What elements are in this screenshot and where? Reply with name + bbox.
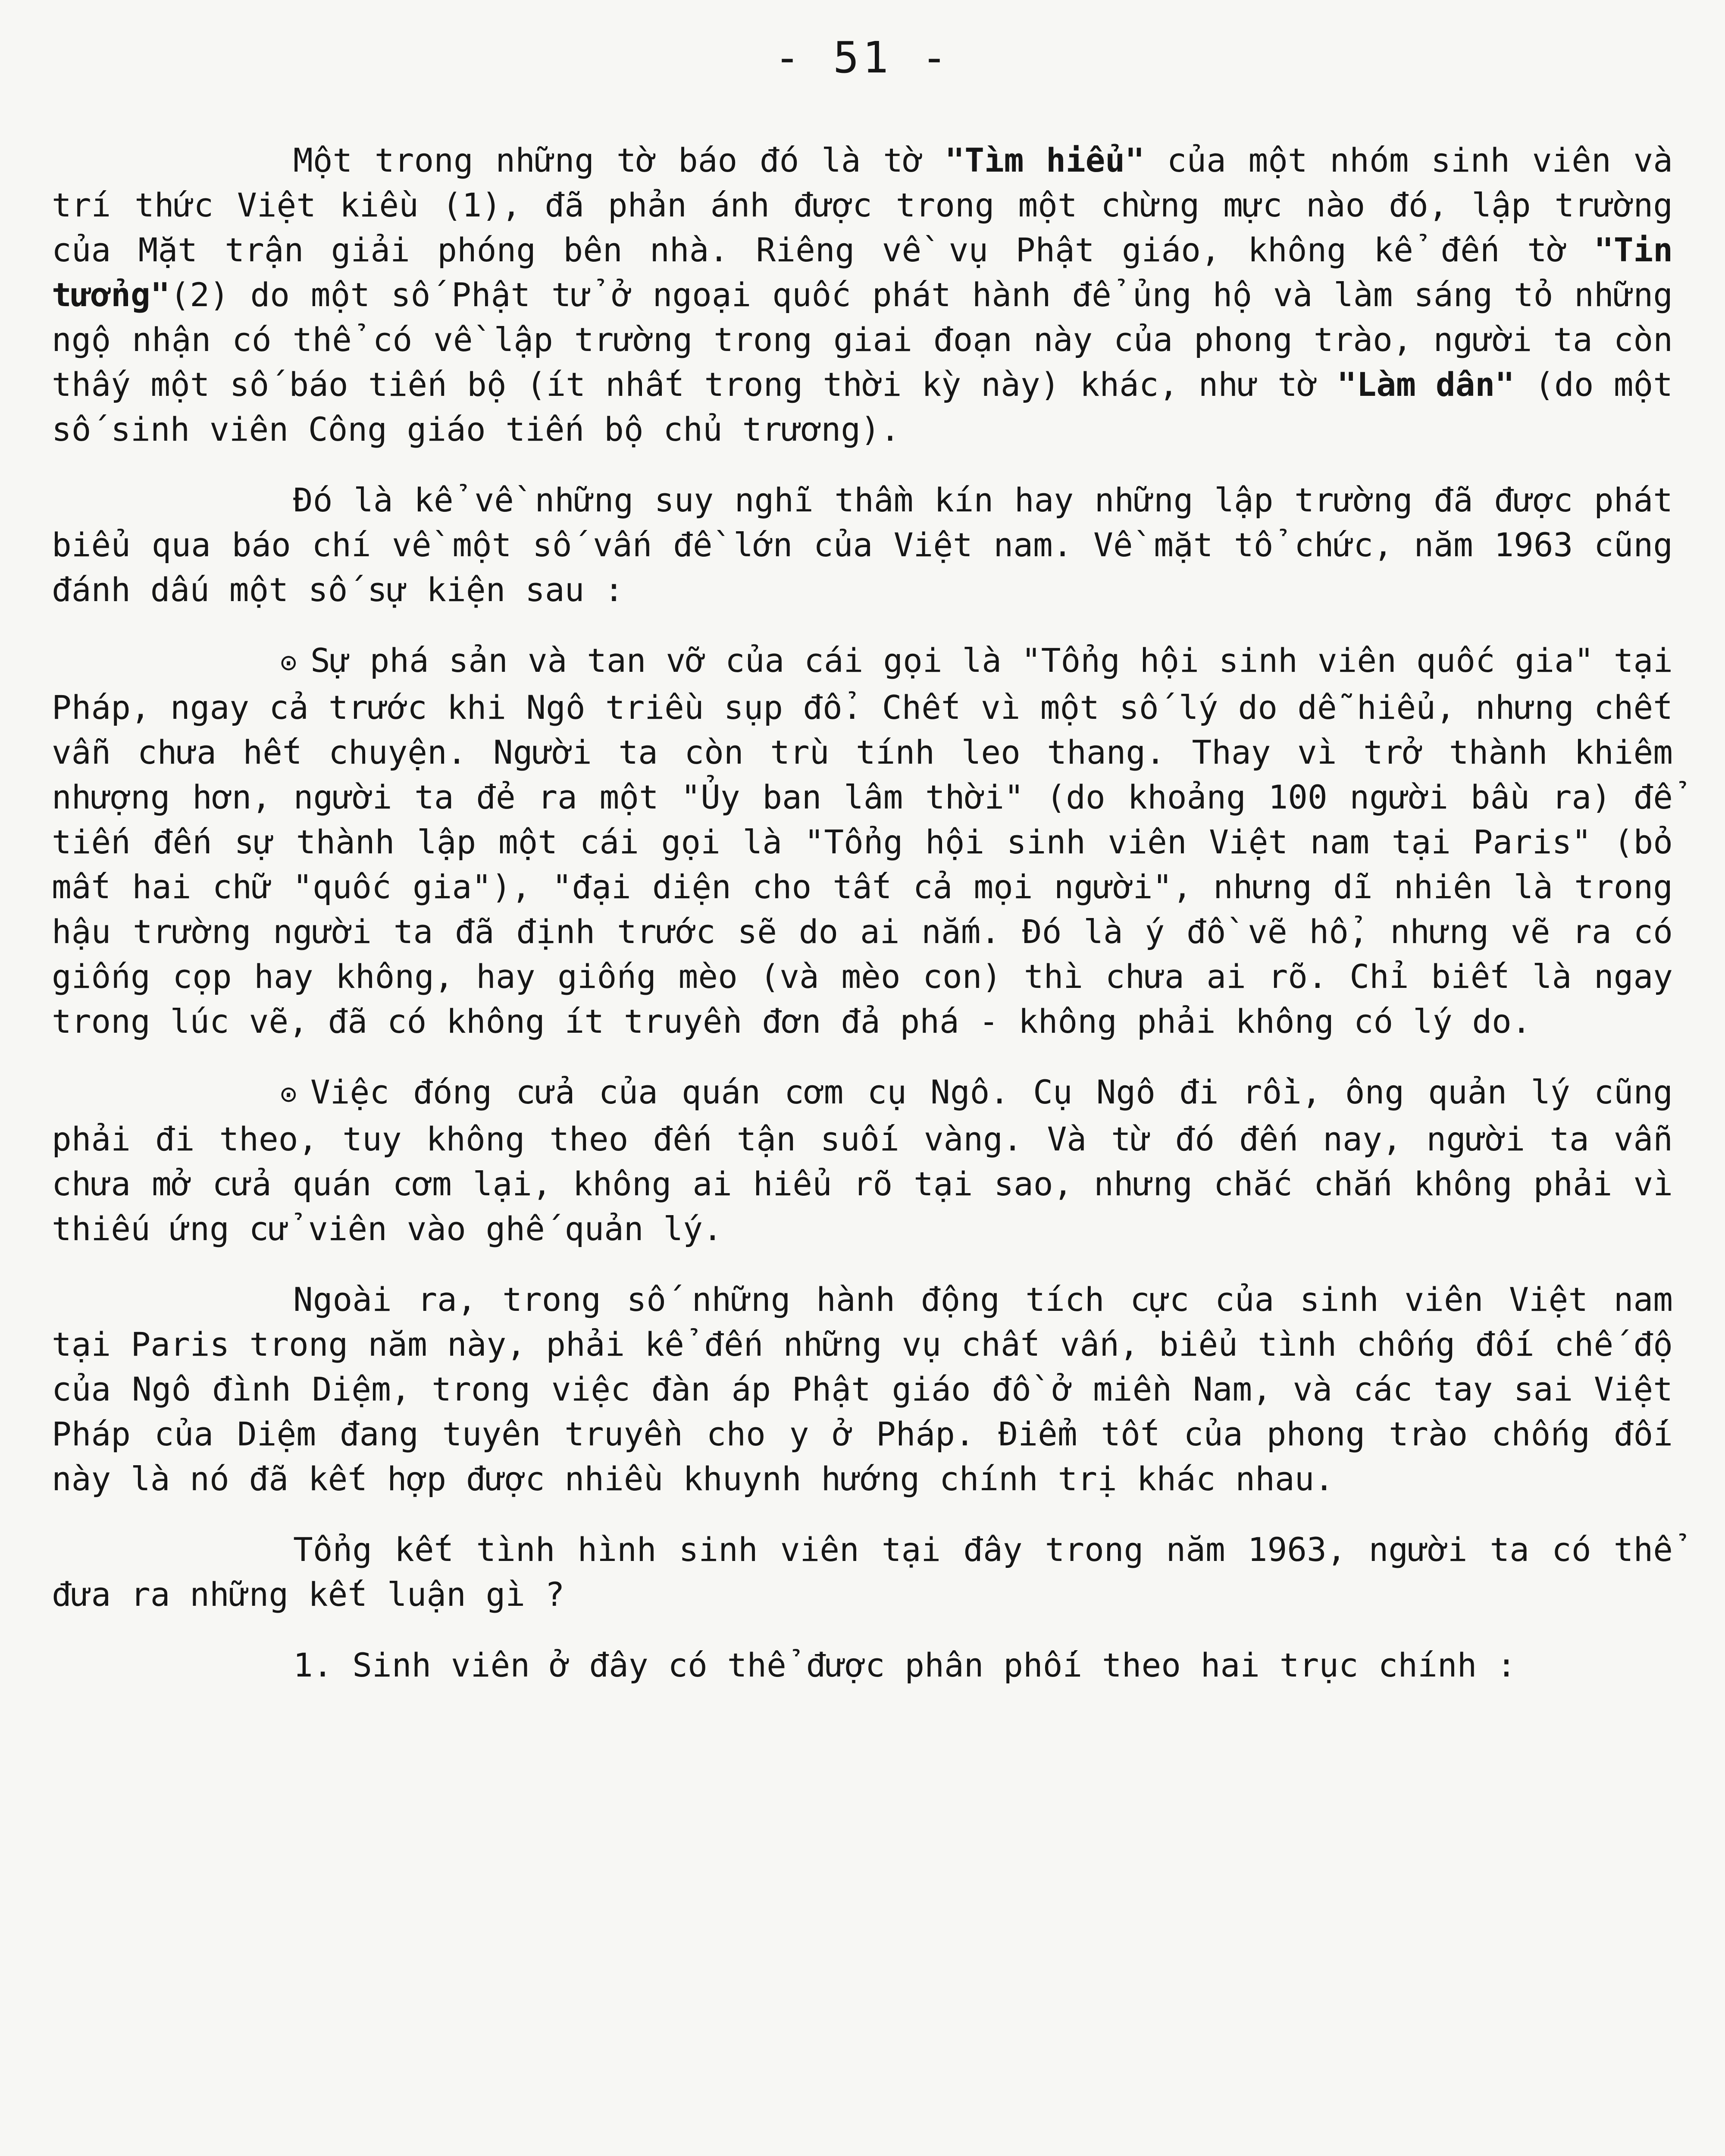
- bullet-paragraph-student-association: [52, 638, 1673, 1044]
- paragraph-text: (do một số sinh viên Công giáo tiến bộ chủ trương).: [52, 365, 1673, 448]
- paragraph-text: (2) do một số Phật tử ở ngoại quốc phát hành để ủng hộ và làm sáng tỏ những ngộ nhận có thể có về lập trường trong giai đoạn này của phong trào, người ta còn thấy một số báo tiến bộ (ít nhất trong thời kỳ này) khác, như tờ: [52, 276, 1673, 404]
- bullet-icon: ⊙: [280, 1078, 297, 1110]
- bullet-paragraph-restaurant: [52, 1070, 1673, 1251]
- paragraph-text: Việc đóng cửa của quán cơm cụ Ngô. Cụ Ngô đi rồi, ông quản lý cũng phải đi theo, tuy không theo đến tận suối vàng. Và từ đó đến nay, người ta vẫn chưa mở cửa quán cơm lại, không ai hiểu rõ tại sao, nhưng chắc chắn không phải vì thiếu ứng cử viên vào ghế quản lý.: [52, 1073, 1673, 1248]
- paragraph-text: của một nhóm sinh viên và trí thức Việt kiều (1), đã phản ánh được trong một chừng mực nào đó, lập trường của Mặt trận giải phóng bên nhà. Riêng về vụ Phật giáo, không kể đến tờ: [52, 141, 1673, 269]
- numbered-item-1: 1. Sinh viên ở đây có thể được phân phối theo hai trục chính :: [293, 1646, 1516, 1684]
- page-number: - 51 -: [774, 32, 951, 83]
- newspaper-title-lam-dan: "Làm dân": [1337, 365, 1515, 404]
- paragraph-text: Một trong những tờ báo đó là tờ: [293, 141, 945, 179]
- paragraph-summary-question: Tổng kết tình hình sinh viên tại đây trong năm 1963, người ta có thể đưa ra những kết luận gì ?: [52, 1530, 1673, 1614]
- newspaper-title-tim-hieu: "Tìm hiểu": [945, 141, 1145, 179]
- newspaper-title-tin-tuong: "Tin tưởng": [52, 231, 1673, 314]
- bullet-icon: ⊙: [280, 647, 297, 679]
- paragraph-student-actions: Ngoài ra, trong số những hành động tích cực của sinh viên Việt nam tại Paris trong năm này, phải kể đến những vụ chất vấn, biểu tình chống đối chế độ của Ngô đình Diệm, trong việc đàn áp Phật giáo đồ ở miền Nam, và các tay sai Việt Pháp của Diệm đang tuyên truyền cho y ở Pháp. Điểm tốt của phong trào chống đối này là nó đã kết hợp được nhiều khuynh hướng chính trị khác nhau.: [52, 1280, 1673, 1498]
- body-text: [52, 138, 1673, 1709]
- paragraph-text: Sự phá sản và tan vỡ của cái gọi là "Tổng hội sinh viên quốc gia" tại Pháp, ngay cả trước khi Ngô triều sụp đổ. Chết vì một số lý do dễ hiểu, nhưng chết vẫn chưa hết chuyện. Người ta còn trù tính leo thang. Thay vì trở thành khiêm nhượng hơn, người ta đẻ ra một "Ủy ban lâm thời" (do khoảng 100 người bầu ra) để tiến đến sự thành lập một cái gọi là "Tổng hội sinh viên Việt nam tại Paris" (bỏ mất hai chữ "quốc gia"), "đại diện cho tất cả mọi người", nhưng dĩ nhiên là trong hậu trường người ta đã định trước sẽ do ai nắm. Đó là ý đồ vẽ hổ, nhưng vẽ ra có giống cọp hay không, hay giống mèo (và mèo con) thì chưa ai rõ. Chỉ biết là ngay trong lúc vẽ, đã có không ít truyền đơn đả phá - không phải không có lý do.: [52, 641, 1673, 1040]
- paragraph-newspapers: [52, 138, 1673, 452]
- paragraph-organization: Đó là kể về những suy nghĩ thầm kín hay những lập trường đã được phát biểu qua báo chí về một số vấn đề lớn của Việt nam. Về mặt tổ chức, năm 1963 cũng đánh dấu một số sự kiện sau :: [52, 481, 1673, 609]
